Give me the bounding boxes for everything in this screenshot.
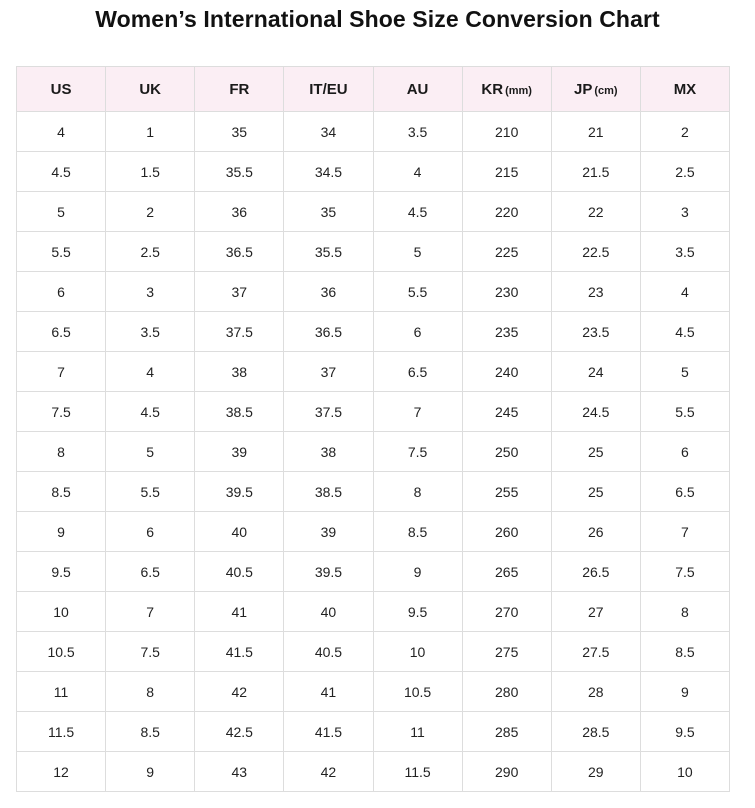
table-cell-us: 5.5 xyxy=(17,232,106,272)
table-cell-uk: 6.5 xyxy=(106,552,195,592)
table-cell-it-eu: 34.5 xyxy=(284,152,373,192)
table-cell-mx: 9.5 xyxy=(640,712,729,752)
table-row xyxy=(17,312,730,352)
table-cell-au: 7.5 xyxy=(373,432,462,472)
table-cell-us: 10.5 xyxy=(17,632,106,672)
table-cell-mx: 2.5 xyxy=(640,152,729,192)
table-row xyxy=(17,592,730,632)
table-cell-it-eu: 35 xyxy=(284,192,373,232)
table-cell-fr: 39 xyxy=(195,432,284,472)
table-cell-mx: 7 xyxy=(640,512,729,552)
table-cell-mx: 3 xyxy=(640,192,729,232)
table-cell-jp: 27.5 xyxy=(551,632,640,672)
table-cell-au: 5 xyxy=(373,232,462,272)
table-cell-jp: 24 xyxy=(551,352,640,392)
table-cell-it-eu: 40.5 xyxy=(284,632,373,672)
table-cell-us: 4.5 xyxy=(17,152,106,192)
table-cell-mx: 9 xyxy=(640,672,729,712)
table-cell-kr: 260 xyxy=(462,512,551,552)
table-cell-fr: 40 xyxy=(195,512,284,552)
table-row xyxy=(17,712,730,752)
table-cell-uk: 5 xyxy=(106,432,195,472)
table-row xyxy=(17,152,730,192)
table-cell-mx: 5 xyxy=(640,352,729,392)
table-cell-fr: 42 xyxy=(195,672,284,712)
table-cell-uk: 1.5 xyxy=(106,152,195,192)
column-header-uk xyxy=(106,67,195,112)
table-cell-mx: 4.5 xyxy=(640,312,729,352)
table-cell-kr: 240 xyxy=(462,352,551,392)
table-cell-mx: 6 xyxy=(640,432,729,472)
column-header-label: KR xyxy=(481,80,504,98)
table-cell-mx: 6.5 xyxy=(640,472,729,512)
table-cell-mx: 3.5 xyxy=(640,232,729,272)
table-cell-jp: 22 xyxy=(551,192,640,232)
table-cell-au: 3.5 xyxy=(373,112,462,152)
table-cell-au: 9 xyxy=(373,552,462,592)
table-cell-us: 4 xyxy=(17,112,106,152)
table-cell-uk: 3.5 xyxy=(106,312,195,352)
table-cell-jp: 21 xyxy=(551,112,640,152)
table-cell-fr: 35.5 xyxy=(195,152,284,192)
table-cell-kr: 270 xyxy=(462,592,551,632)
table-cell-mx: 5.5 xyxy=(640,392,729,432)
table-cell-uk: 7.5 xyxy=(106,632,195,672)
table-cell-uk: 6 xyxy=(106,512,195,552)
table-cell-fr: 43 xyxy=(195,752,284,792)
table-cell-mx: 10 xyxy=(640,752,729,792)
table-cell-au: 5.5 xyxy=(373,272,462,312)
column-header-label: JP xyxy=(574,80,593,98)
column-header-au xyxy=(373,67,462,112)
table-cell-kr: 235 xyxy=(462,312,551,352)
table-cell-kr: 245 xyxy=(462,392,551,432)
column-header-fr xyxy=(195,67,284,112)
table-cell-it-eu: 35.5 xyxy=(284,232,373,272)
table-cell-jp: 25 xyxy=(551,432,640,472)
table-cell-kr: 280 xyxy=(462,672,551,712)
table-cell-fr: 36 xyxy=(195,192,284,232)
table-cell-jp: 23.5 xyxy=(551,312,640,352)
table-cell-uk: 4.5 xyxy=(106,392,195,432)
table-cell-us: 11.5 xyxy=(17,712,106,752)
column-header-unit: (mm) xyxy=(505,84,532,97)
table-row xyxy=(17,472,730,512)
table-cell-kr: 255 xyxy=(462,472,551,512)
table-cell-jp: 28.5 xyxy=(551,712,640,752)
table-cell-us: 7.5 xyxy=(17,392,106,432)
table-row xyxy=(17,192,730,232)
table-cell-au: 6.5 xyxy=(373,352,462,392)
table-cell-au: 10 xyxy=(373,632,462,672)
table-cell-us: 8 xyxy=(17,432,106,472)
table-cell-jp: 26 xyxy=(551,512,640,552)
table-cell-kr: 290 xyxy=(462,752,551,792)
header-row xyxy=(17,67,730,112)
table-cell-fr: 40.5 xyxy=(195,552,284,592)
table-cell-uk: 8 xyxy=(106,672,195,712)
table-cell-it-eu: 38.5 xyxy=(284,472,373,512)
table-cell-uk: 8.5 xyxy=(106,712,195,752)
table-cell-kr: 265 xyxy=(462,552,551,592)
table-row xyxy=(17,512,730,552)
table-cell-jp: 25 xyxy=(551,472,640,512)
table-cell-fr: 41 xyxy=(195,592,284,632)
table-cell-us: 9 xyxy=(17,512,106,552)
table-cell-fr: 37.5 xyxy=(195,312,284,352)
table-cell-kr: 210 xyxy=(462,112,551,152)
table-cell-au: 8.5 xyxy=(373,512,462,552)
column-header-us xyxy=(17,67,106,112)
column-header-label: FR xyxy=(229,80,250,98)
table-cell-us: 8.5 xyxy=(17,472,106,512)
table-cell-fr: 36.5 xyxy=(195,232,284,272)
table-cell-mx: 8 xyxy=(640,592,729,632)
table-cell-jp: 24.5 xyxy=(551,392,640,432)
table-row xyxy=(17,232,730,272)
table-cell-us: 7 xyxy=(17,352,106,392)
table-cell-it-eu: 41.5 xyxy=(284,712,373,752)
table-cell-us: 10 xyxy=(17,592,106,632)
table-cell-jp: 22.5 xyxy=(551,232,640,272)
table-cell-au: 4 xyxy=(373,152,462,192)
table-cell-jp: 29 xyxy=(551,752,640,792)
table-cell-uk: 2 xyxy=(106,192,195,232)
table-cell-au: 7 xyxy=(373,392,462,432)
table-cell-fr: 42.5 xyxy=(195,712,284,752)
table-cell-it-eu: 37 xyxy=(284,352,373,392)
chart-title: Women’s International Shoe Size Conversion Chart xyxy=(95,6,660,32)
table-cell-kr: 250 xyxy=(462,432,551,472)
table-row xyxy=(17,552,730,592)
column-header-unit: (cm) xyxy=(594,84,618,97)
table-cell-it-eu: 39.5 xyxy=(284,552,373,592)
column-header-label: UK xyxy=(139,80,162,98)
column-header-mx xyxy=(640,67,729,112)
table-cell-it-eu: 36 xyxy=(284,272,373,312)
table-cell-jp: 21.5 xyxy=(551,152,640,192)
table-row xyxy=(17,272,730,312)
table-cell-fr: 41.5 xyxy=(195,632,284,672)
table-cell-us: 5 xyxy=(17,192,106,232)
table-cell-jp: 26.5 xyxy=(551,552,640,592)
table-cell-kr: 285 xyxy=(462,712,551,752)
table-cell-jp: 28 xyxy=(551,672,640,712)
table-cell-au: 9.5 xyxy=(373,592,462,632)
table-cell-au: 8 xyxy=(373,472,462,512)
table-cell-us: 6.5 xyxy=(17,312,106,352)
column-header-jp xyxy=(551,67,640,112)
table-cell-it-eu: 42 xyxy=(284,752,373,792)
table-cell-uk: 7 xyxy=(106,592,195,632)
table-cell-au: 10.5 xyxy=(373,672,462,712)
table-cell-kr: 220 xyxy=(462,192,551,232)
table-cell-uk: 3 xyxy=(106,272,195,312)
column-header-label: US xyxy=(50,80,72,98)
table-row xyxy=(17,352,730,392)
table-row xyxy=(17,392,730,432)
column-header-kr xyxy=(462,67,551,112)
table-cell-fr: 38 xyxy=(195,352,284,392)
table-cell-fr: 37 xyxy=(195,272,284,312)
table-cell-kr: 230 xyxy=(462,272,551,312)
size-conversion-table xyxy=(16,66,730,792)
table-cell-it-eu: 39 xyxy=(284,512,373,552)
table-cell-fr: 39.5 xyxy=(195,472,284,512)
table-cell-us: 11 xyxy=(17,672,106,712)
table-cell-uk: 1 xyxy=(106,112,195,152)
table-cell-kr: 225 xyxy=(462,232,551,272)
table-cell-kr: 275 xyxy=(462,632,551,672)
table-cell-au: 4.5 xyxy=(373,192,462,232)
table-cell-mx: 8.5 xyxy=(640,632,729,672)
table-row xyxy=(17,112,730,152)
table-cell-us: 12 xyxy=(17,752,106,792)
table-cell-it-eu: 41 xyxy=(284,672,373,712)
table-cell-fr: 35 xyxy=(195,112,284,152)
table-cell-it-eu: 40 xyxy=(284,592,373,632)
column-header-label: AU xyxy=(406,80,429,98)
column-header-it-eu xyxy=(284,67,373,112)
table-cell-jp: 27 xyxy=(551,592,640,632)
table-cell-kr: 215 xyxy=(462,152,551,192)
table-cell-au: 11 xyxy=(373,712,462,752)
table-cell-uk: 5.5 xyxy=(106,472,195,512)
table-cell-it-eu: 38 xyxy=(284,432,373,472)
table-cell-it-eu: 37.5 xyxy=(284,392,373,432)
table-body xyxy=(17,112,730,792)
table-cell-uk: 4 xyxy=(106,352,195,392)
table-cell-us: 9.5 xyxy=(17,552,106,592)
table-row xyxy=(17,672,730,712)
table-cell-jp: 23 xyxy=(551,272,640,312)
column-header-label: IT/EU xyxy=(309,80,348,98)
table-cell-it-eu: 34 xyxy=(284,112,373,152)
table-row xyxy=(17,752,730,792)
table-cell-mx: 7.5 xyxy=(640,552,729,592)
table-cell-it-eu: 36.5 xyxy=(284,312,373,352)
column-header-label: MX xyxy=(673,80,697,98)
table-cell-mx: 4 xyxy=(640,272,729,312)
table-row xyxy=(17,632,730,672)
table-cell-au: 11.5 xyxy=(373,752,462,792)
table-cell-mx: 2 xyxy=(640,112,729,152)
table-cell-fr: 38.5 xyxy=(195,392,284,432)
table-cell-uk: 9 xyxy=(106,752,195,792)
table-row xyxy=(17,432,730,472)
table-cell-us: 6 xyxy=(17,272,106,312)
table-cell-au: 6 xyxy=(373,312,462,352)
table-cell-uk: 2.5 xyxy=(106,232,195,272)
